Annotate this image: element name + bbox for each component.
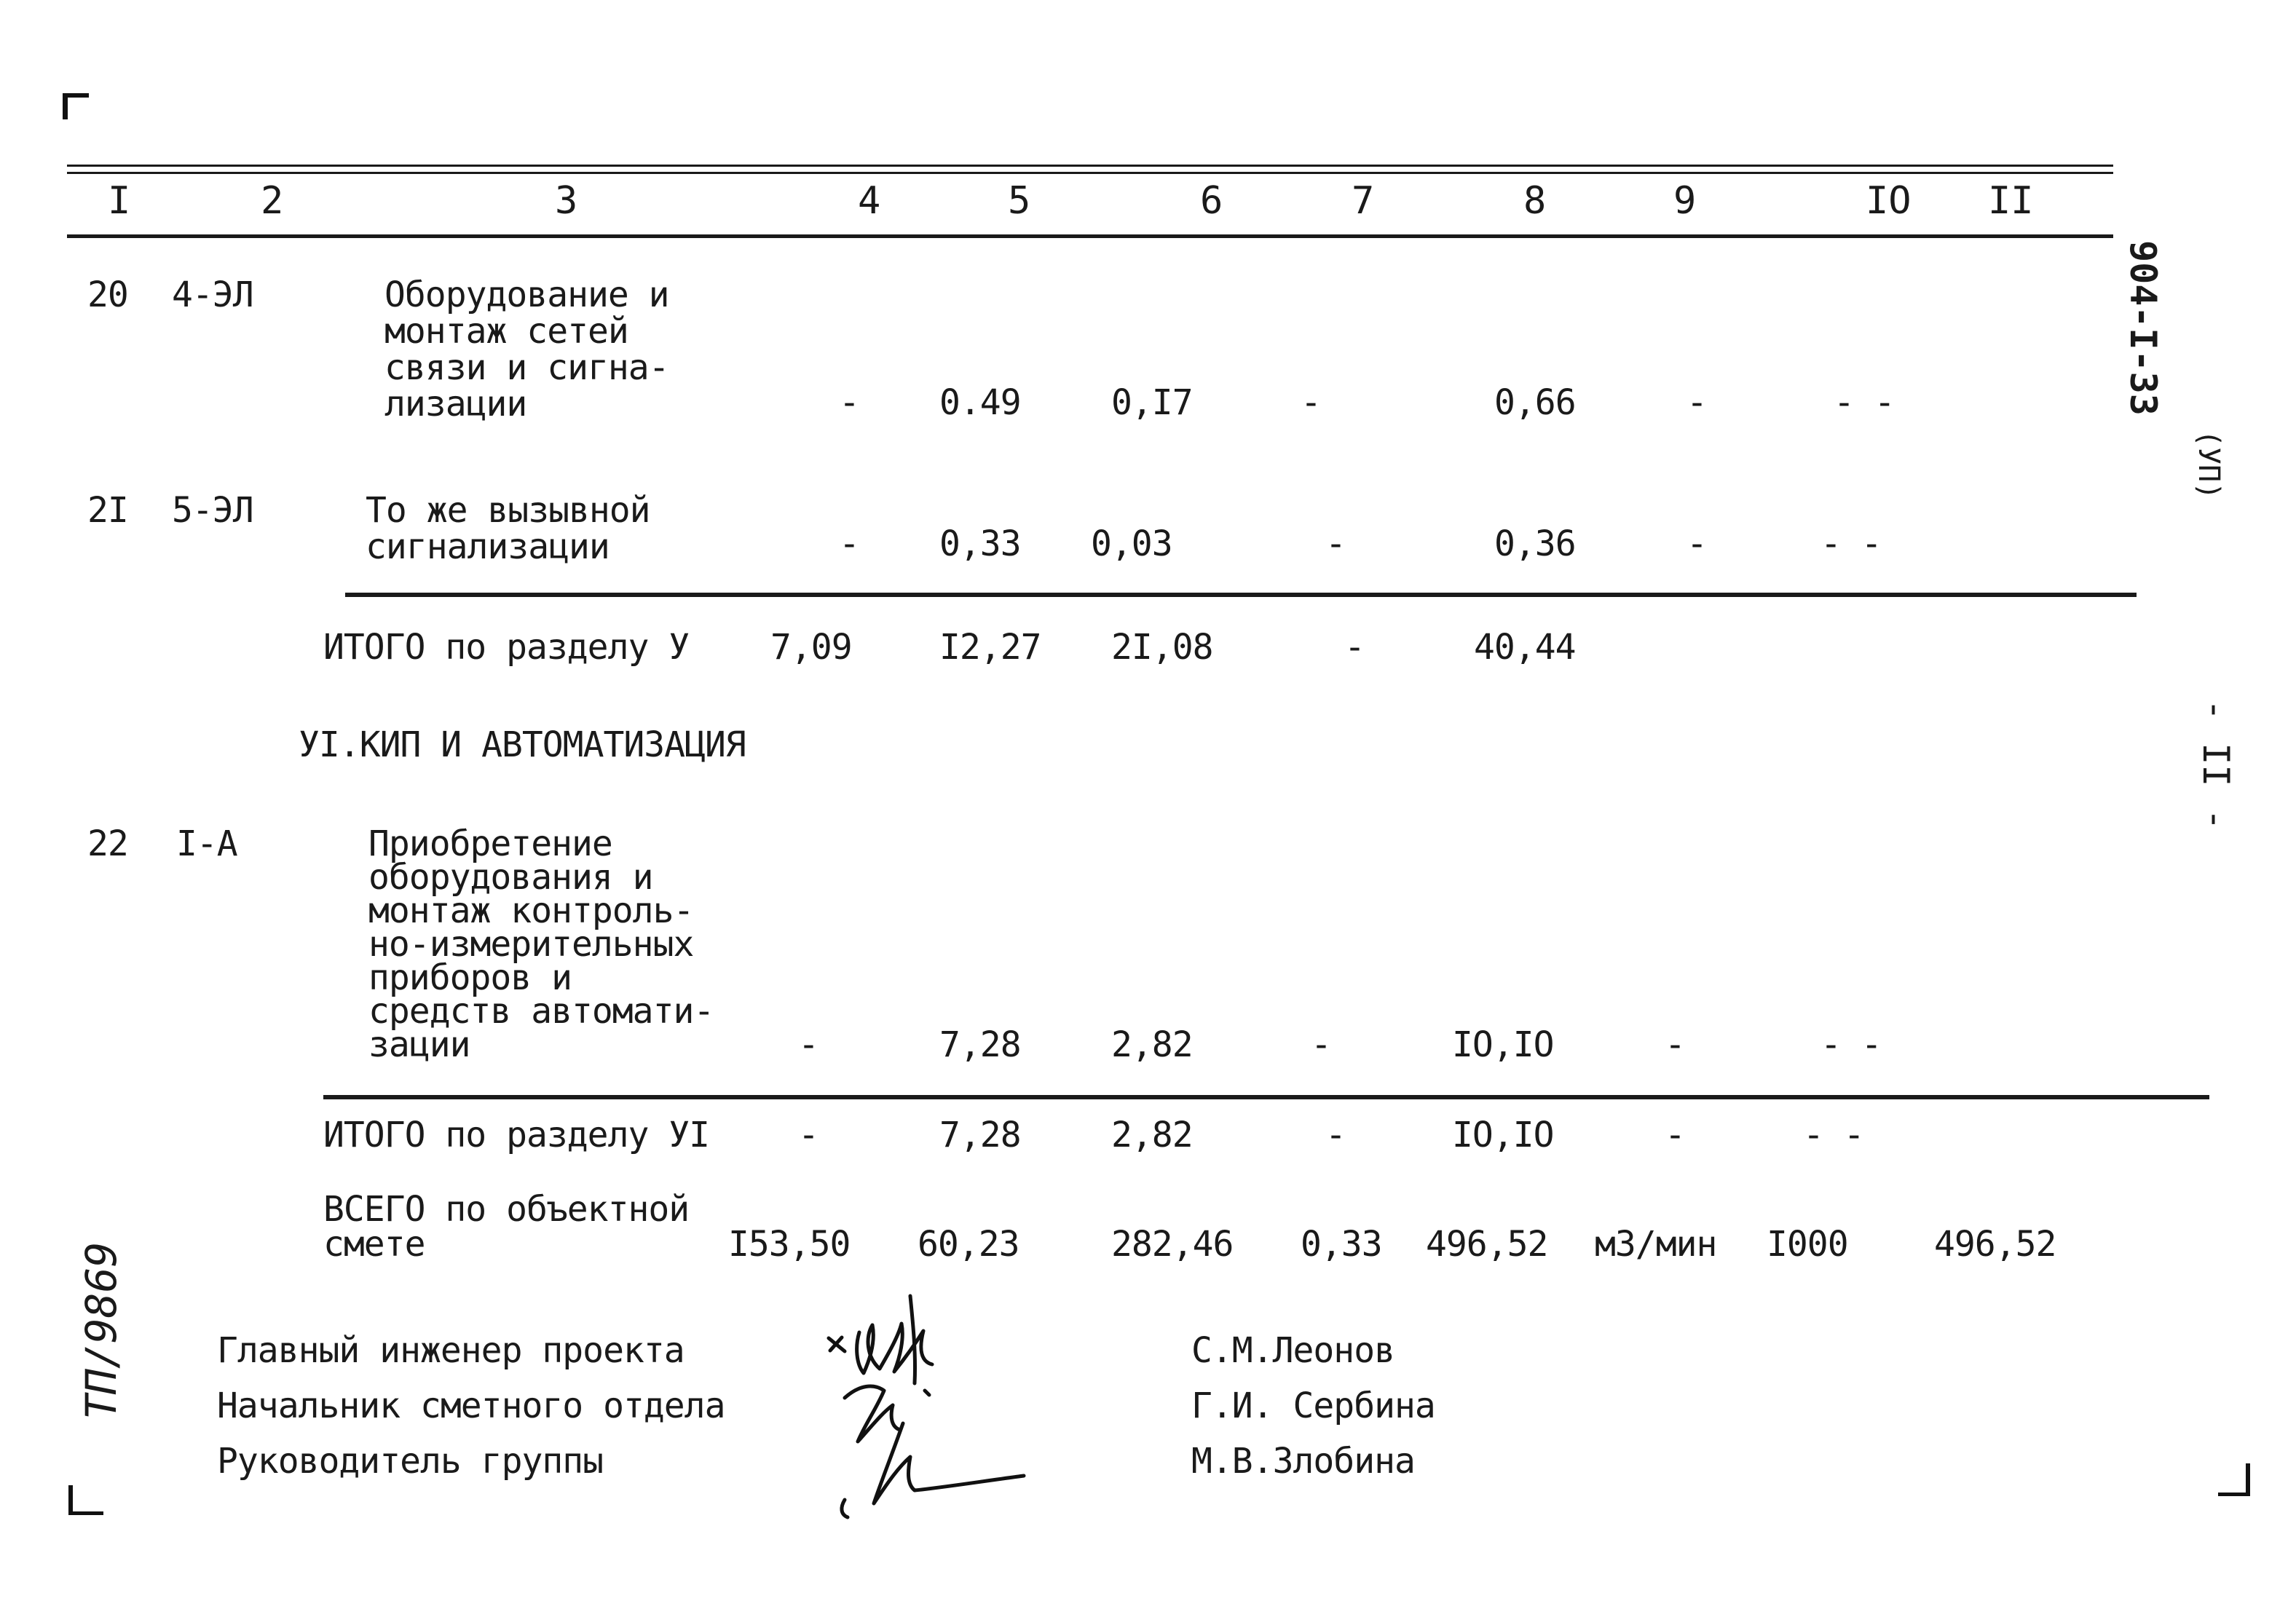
row-desc-line: Оборудование и	[384, 274, 669, 315]
cell-col10: - -	[1834, 382, 1895, 423]
row-desc-line: сигнализации	[366, 526, 609, 567]
total-col6: 2I,08	[1111, 627, 1213, 668]
row-desc-line: монтаж контроль-	[368, 890, 694, 931]
col-header-1: I	[108, 179, 131, 223]
signature-role: Начальник сметного отдела	[217, 1385, 725, 1426]
cell-col5: 7,28	[939, 1024, 1021, 1065]
cell-col10: - -	[1820, 523, 1882, 564]
total-col4: 7,09	[770, 627, 852, 668]
grand-total-col6: 282,46	[1111, 1224, 1234, 1265]
col-header-10: IO	[1866, 179, 1912, 223]
row-desc-line: То же вызывной	[366, 490, 650, 531]
row-desc-line: оборудования и	[368, 857, 653, 898]
col-header-6: 6	[1200, 179, 1223, 223]
signature-role: Руководитель группы	[217, 1441, 604, 1482]
corner-mark-bottom-right-bar	[2218, 1493, 2250, 1496]
row-desc-line: но-измерительных	[368, 924, 694, 965]
row-number: 22	[87, 823, 128, 864]
grand-total-label: ВСЕГО по объектной	[323, 1189, 690, 1230]
total-col10: - -	[1803, 1115, 1864, 1155]
grand-total-col11: 496,52	[1934, 1224, 2056, 1265]
total-col4: -	[798, 1115, 818, 1155]
corner-mark-bottom-left-bar	[68, 1511, 103, 1515]
col-header-8: 8	[1523, 179, 1547, 223]
cell-col7: -	[1311, 1024, 1331, 1065]
signature-name: М.В.Злобина	[1191, 1441, 1415, 1482]
signature-role: Главный инженер проекта	[217, 1330, 685, 1371]
row-desc-line: приборов и	[368, 957, 572, 998]
col-header-4: 4	[858, 179, 881, 223]
section-total-rule	[345, 593, 2137, 597]
col-header-11: II	[1988, 179, 2034, 223]
corner-mark-bottom-right	[2246, 1463, 2250, 1495]
cell-col4: -	[839, 523, 859, 564]
corner-mark-top-left-bar	[63, 93, 89, 98]
row-desc-line: связи и сигна-	[384, 347, 669, 388]
cell-col8: 0,66	[1494, 382, 1576, 423]
side-doc-code: 904-I-33	[2122, 240, 2164, 416]
inventory-number: ТП/9869	[76, 1241, 126, 1420]
row-desc-line: Приобретение	[368, 823, 612, 864]
total-col8: 40,44	[1474, 627, 1576, 668]
row-code: 4-ЭЛ	[172, 274, 253, 315]
total-label: ИТОГО по разделу У	[323, 627, 690, 668]
col-header-7: 7	[1352, 179, 1375, 223]
section-title: УI.КИП И АВТОМАТИЗАЦИЯ	[299, 724, 746, 765]
cell-col5: 0.49	[939, 382, 1021, 423]
cell-col10: - -	[1820, 1024, 1882, 1065]
cell-col4: -	[839, 382, 859, 423]
handwritten-signatures	[816, 1281, 1107, 1522]
cell-col6: 0,I7	[1111, 382, 1193, 423]
grand-total-col7: 0,33	[1301, 1224, 1382, 1265]
cell-col9: -	[1687, 523, 1707, 564]
cell-col9: -	[1687, 382, 1707, 423]
col-header-5: 5	[1008, 179, 1031, 223]
row-desc-line: зации	[368, 1024, 470, 1065]
total-col7: -	[1344, 627, 1365, 668]
row-desc-line: лизации	[384, 384, 527, 424]
signature-name: Г.И. Сербина	[1191, 1385, 1435, 1426]
grand-total-col5: 60,23	[918, 1224, 1019, 1265]
grand-total-col8: 496,52	[1426, 1224, 1548, 1265]
cell-col7: -	[1325, 523, 1346, 564]
row-number: 2I	[87, 490, 128, 531]
signature-name: С.М.Леонов	[1191, 1330, 1394, 1371]
side-page-number: - II -	[2195, 699, 2237, 831]
col-header-2: 2	[261, 179, 284, 223]
row-number: 20	[87, 274, 128, 315]
grand-total-label: смете	[323, 1224, 425, 1265]
total-col5: 7,28	[939, 1115, 1021, 1155]
grand-total-col10: I000	[1767, 1224, 1848, 1265]
side-doc-suffix: (УП)	[2192, 430, 2225, 500]
col-header-9: 9	[1673, 179, 1697, 223]
total-col5: I2,27	[939, 627, 1041, 668]
cell-col9: -	[1665, 1024, 1685, 1065]
row-code: 5-ЭЛ	[172, 490, 253, 531]
row-desc-line: средств автомати-	[368, 991, 714, 1032]
cell-col6: 2,82	[1111, 1024, 1193, 1065]
grand-total-col4: I53,50	[728, 1224, 851, 1265]
total-col6: 2,82	[1111, 1115, 1193, 1155]
row-desc-line: монтаж сетей	[384, 311, 628, 352]
total-label: ИТОГО по разделу УI	[323, 1115, 710, 1155]
total-col9: -	[1665, 1115, 1685, 1155]
cell-col4: -	[798, 1024, 818, 1065]
cell-col7: -	[1301, 382, 1321, 423]
corner-mark-bottom-left	[68, 1485, 73, 1514]
total-col7: -	[1325, 1115, 1346, 1155]
col-header-3: 3	[555, 179, 578, 223]
cell-col8: 0,36	[1494, 523, 1576, 564]
cell-col6: 0,03	[1091, 523, 1172, 564]
section-total-rule	[323, 1095, 2209, 1099]
cell-col8: IO,IO	[1452, 1024, 1554, 1065]
header-bottom-rule	[67, 234, 2113, 238]
total-col8: IO,IO	[1452, 1115, 1554, 1155]
cell-col5: 0,33	[939, 523, 1021, 564]
row-code: I-А	[176, 823, 237, 864]
grand-total-col9: м3/мин	[1595, 1224, 1717, 1265]
